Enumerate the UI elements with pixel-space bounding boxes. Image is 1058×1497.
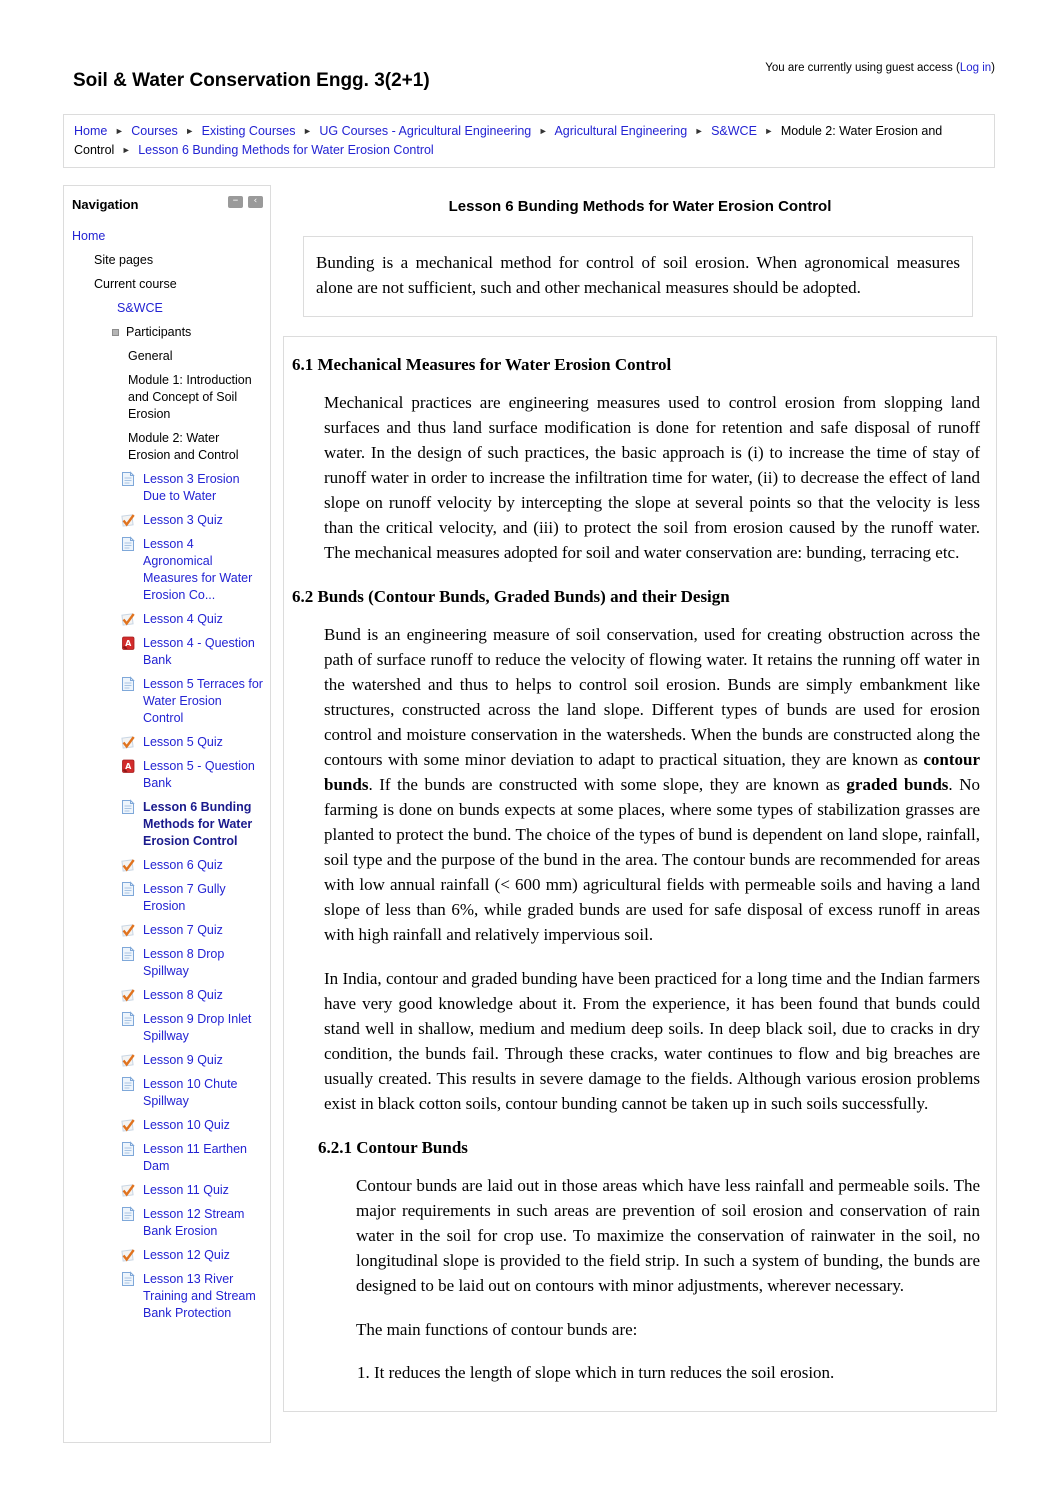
sidebar-link[interactable]: Lesson 5 Terraces for Water Erosion Control (143, 677, 263, 725)
sidebar-item-home (64, 228, 264, 245)
sidebar-item-module-2[interactable]: Module 2: Water Erosion and Control (128, 431, 239, 462)
sidebar-item-lesson-9 (64, 1011, 264, 1045)
lesson-title: Lesson 6 Bunding Methods for Water Erosion Control (448, 198, 832, 215)
sidebar-link[interactable]: S&WCE (117, 301, 163, 315)
page-icon (120, 799, 136, 815)
page-icon (120, 1271, 136, 1287)
sidebar-item-current-course[interactable]: Current course (94, 277, 177, 291)
sidebar-item-lesson-12 (64, 1206, 264, 1240)
sidebar-item-site-pages[interactable]: Site pages (94, 253, 154, 267)
sidebar-item-lesson-5-quiz (64, 734, 264, 751)
sidebar-item-lesson-4-quiz (64, 611, 264, 628)
section-6-2-paragraph-1: Bund is an engineering measure of soil conservation, used for creating obstruction across the path of surface runoff to reduce the velocity of flowing water. It retains the running off water in the watershed and thus to helps to control soil erosion. Bunds are simply embankment like structures, constructed across the land slope. Different types of bunds are used for erosion control and moisture conservation in the watersheds. When the bunds are constructed along the contours with some minor deviation to adapt to practical situation, they are known as contour bunds. If the bunds are constructed with some slope, they are known as graded bunds. No farming is done on bunds expects at some places, where some types of stabilization grasses are planted to protect the bund. The choice of the types of bund is dependent on land slope, rainfall, soil type and the purpose of the bund in the area. The contour bunds are recommended for areas with low annual rainfall (< 600 mm) agricultural fields with permeable soils and having a land slope of less than 6%, while graded bunds are used for safe disposal of excess runoff in areas with high rainfall and relatively impervious soil. (324, 625, 981, 944)
quiz-icon (120, 611, 136, 627)
sidebar-item-lesson-8 (64, 946, 264, 980)
guest-access-text: You are currently using guest access ( (765, 62, 960, 74)
section-6-2-1-paragraph: Contour bunds are laid out in those areas which have less rainfall and permeable soils. The major requirements in such areas are prevention of soil erosion and conservation of rain water in the soil for crop use. To maximize the conservation of rainwater in the soil, no longitudinal slope is provided to the field strip. In such a system of bunding, the bunds are designed to be laid out on contours with minor adjustments, wherever necessary. (356, 1176, 980, 1295)
section-6-2-1-heading: 6.2.1 Contour Bunds (318, 1138, 468, 1157)
functions-intro: The main functions of contour bunds are: (356, 1320, 638, 1339)
breadcrumb-swce[interactable]: S&WCE (711, 124, 757, 138)
sidebar-link[interactable]: Lesson 8 Drop Spillway (143, 947, 225, 978)
sidebar-item-lesson-3-quiz (64, 512, 264, 529)
sidebar-item-lesson-8-quiz (64, 987, 264, 1004)
navigation-block-title: Navigation (72, 197, 139, 212)
pdf-icon (120, 635, 136, 651)
sidebar-item-general[interactable]: General (128, 349, 173, 363)
sidebar-link[interactable]: Lesson 11 Quiz (143, 1183, 229, 1197)
sidebar-link[interactable]: Lesson 9 Drop Inlet Spillway (143, 1012, 252, 1043)
dock-block-icon[interactable]: ‹ (248, 196, 263, 208)
breadcrumb-separator-icon: ► (694, 126, 704, 136)
breadcrumb (63, 114, 995, 168)
function-item-1: 1. It reduces the length of slope which in turn reduces the soil erosion. (374, 1360, 980, 1385)
sidebar-item-lesson-6-quiz (64, 857, 264, 874)
breadcrumb-home[interactable]: Home (74, 124, 108, 138)
log-in-link[interactable]: Log in (959, 62, 992, 74)
sidebar-item-lesson-6-current (64, 799, 264, 850)
breadcrumb-separator-icon: ► (114, 126, 124, 136)
page-icon (120, 471, 136, 487)
sidebar-link[interactable]: Lesson 4 Agronomical Measures for Water Erosion Co... (143, 537, 253, 602)
sidebar-link[interactable]: Lesson 3 Quiz (143, 513, 223, 527)
sidebar-link[interactable]: Lesson 5 Quiz (143, 735, 223, 749)
page-icon (120, 1141, 136, 1157)
quiz-icon (120, 1247, 136, 1263)
sidebar-item-lesson-7 (64, 881, 264, 915)
square-bullet-icon (112, 329, 119, 336)
quiz-icon (120, 734, 136, 750)
sidebar-link[interactable]: Lesson 13 River Training and Stream Bank Protection (143, 1272, 256, 1320)
sidebar-link[interactable]: Lesson 7 Quiz (143, 923, 223, 937)
quiz-icon (120, 857, 136, 873)
breadcrumb-agricultural-engineering[interactable]: Agricultural Engineering (554, 124, 688, 138)
sidebar-item-lesson-4 (64, 536, 264, 604)
sidebar-item-module-1[interactable]: Module 1: Introduction and Concept of Soil Erosion (128, 373, 252, 421)
sidebar-link[interactable]: Lesson 4 - Question Bank (143, 636, 255, 667)
sidebar-item-lesson-13 (64, 1271, 264, 1322)
breadcrumb-separator-icon: ► (538, 126, 548, 136)
breadcrumb-courses[interactable]: Courses (131, 124, 178, 138)
quiz-icon (120, 512, 136, 528)
page-title: Soil & Water Conservation Engg. 3(2+1) (73, 70, 430, 91)
quiz-icon (120, 1052, 136, 1068)
sidebar-item-lesson-11-quiz (64, 1182, 264, 1199)
sidebar-item-lesson-4-question-bank (64, 635, 264, 669)
lesson-intro-text: Bunding is a mechanical method for control of soil erosion. When agronomical measures alone are not sufficient, such and other mechanical measures should be adopted. (316, 253, 960, 297)
sidebar-link[interactable]: Lesson 3 Erosion Due to Water (143, 472, 240, 503)
sidebar-item-lesson-9-quiz (64, 1052, 264, 1069)
section-6-2-1 (318, 1135, 986, 1385)
sidebar-link[interactable]: Lesson 12 Quiz (143, 1248, 230, 1262)
breadcrumb-module-2: Module 2: Water Erosion and Control (74, 124, 943, 157)
page-icon (120, 881, 136, 897)
sidebar-link[interactable]: Lesson 6 Quiz (143, 858, 223, 872)
page-icon (120, 1206, 136, 1222)
page-icon (120, 676, 136, 692)
navigation-block (63, 185, 271, 1443)
breadcrumb-separator-icon: ► (764, 126, 774, 136)
sidebar-link[interactable]: Home (72, 229, 106, 243)
breadcrumb-separator-icon: ► (185, 126, 195, 136)
page-icon (120, 1011, 136, 1027)
breadcrumb-lesson-6[interactable]: Lesson 6 Bunding Methods for Water Erosion Control (138, 143, 434, 157)
collapse-block-icon[interactable]: − (228, 196, 243, 208)
sidebar-item-lesson-5 (64, 676, 264, 727)
section-6-1-heading: 6.1 Mechanical Measures for Water Erosion Control (292, 355, 672, 374)
guest-access-notice: You are currently using guest access (Log in) (765, 62, 995, 74)
page-icon (120, 536, 136, 552)
breadcrumb-separator-icon: ► (121, 145, 131, 155)
sidebar-link[interactable]: Lesson 4 Quiz (143, 612, 223, 626)
lesson-content-box (283, 336, 997, 1412)
sidebar-link[interactable]: Lesson 11 Earthen Dam (143, 1142, 248, 1173)
lesson-intro-box (303, 236, 973, 317)
sidebar-item-swce (64, 300, 264, 317)
sidebar-link[interactable]: Lesson 5 - Question Bank (143, 759, 255, 790)
sidebar-item-lesson-5-question-bank (64, 758, 264, 792)
page-icon (120, 946, 136, 962)
sidebar-item-lesson-10 (64, 1076, 264, 1110)
quiz-icon (120, 987, 136, 1003)
sidebar-link[interactable]: Lesson 7 Gully Erosion (143, 882, 226, 913)
quiz-icon (120, 1182, 136, 1198)
main-content (283, 198, 997, 1412)
sidebar-item-lesson-7-quiz (64, 922, 264, 939)
sidebar-item-lesson-3 (64, 471, 264, 505)
section-6-2-paragraph-2: In India, contour and graded bunding have been practiced for a long time and the Indian farmers have very good knowledge about it. From the experience, it has been found that bunds could stand well in shallow, medium and medium deep soils. In deep black soil, due to cracks in dry condition, the bunds fail. Through these cracks, water continues to flow and big breaches are usually created. This results in severe damage to the fields. Although various erosion problems exist in black cotton soils, contour bunding cannot be taken up in such soils successfully. (324, 969, 980, 1113)
sidebar-link[interactable]: Lesson 10 Quiz (143, 1118, 230, 1132)
page-icon (120, 1076, 136, 1092)
quiz-icon (120, 922, 136, 938)
sidebar-item-lesson-11 (64, 1141, 264, 1175)
sidebar-item-label: Participants (126, 325, 192, 339)
breadcrumb-separator-icon: ► (302, 126, 312, 136)
breadcrumb-ug-courses[interactable]: UG Courses - Agricultural Engineering (319, 124, 532, 138)
sidebar-item-participants[interactable] (64, 324, 264, 341)
functions-list (356, 1360, 980, 1385)
section-6-2-heading: 6.2 Bunds (Contour Bunds, Graded Bunds) and their Design (292, 587, 730, 606)
sidebar-link[interactable]: Lesson 10 Chute Spillway (143, 1077, 238, 1108)
pdf-icon (120, 758, 136, 774)
sidebar-link[interactable]: Lesson 6 Bunding Methods for Water Erosion Control (143, 800, 253, 848)
sidebar-link[interactable]: Lesson 9 Quiz (143, 1053, 223, 1067)
quiz-icon (120, 1117, 136, 1133)
sidebar-link[interactable]: Lesson 12 Stream Bank Erosion (143, 1207, 245, 1238)
sidebar-item-lesson-10-quiz (64, 1117, 264, 1134)
sidebar-link[interactable]: Lesson 8 Quiz (143, 988, 223, 1002)
section-6-1-paragraph: Mechanical practices are engineering measures used to control erosion from slopping land surfaces and thus land surface modification is done for retention and safe disposal of runoff water. In the design of such practices, the basic approach is (i) to increase the time of stay of runoff water in order to increase the infiltration time for water, (ii) to decrease the effect of land slope on runoff velocity by intercepting the slope at several points so that the velocity is less than the critical velocity, and (iii) to protect the soil from erosion caused by the runoff water. The mechanical measures adopted for soil and water conservation are: bunding, terracing etc. (324, 393, 980, 562)
breadcrumb-existing-courses[interactable]: Existing Courses (201, 124, 296, 138)
sidebar-item-lesson-12-quiz (64, 1247, 264, 1264)
